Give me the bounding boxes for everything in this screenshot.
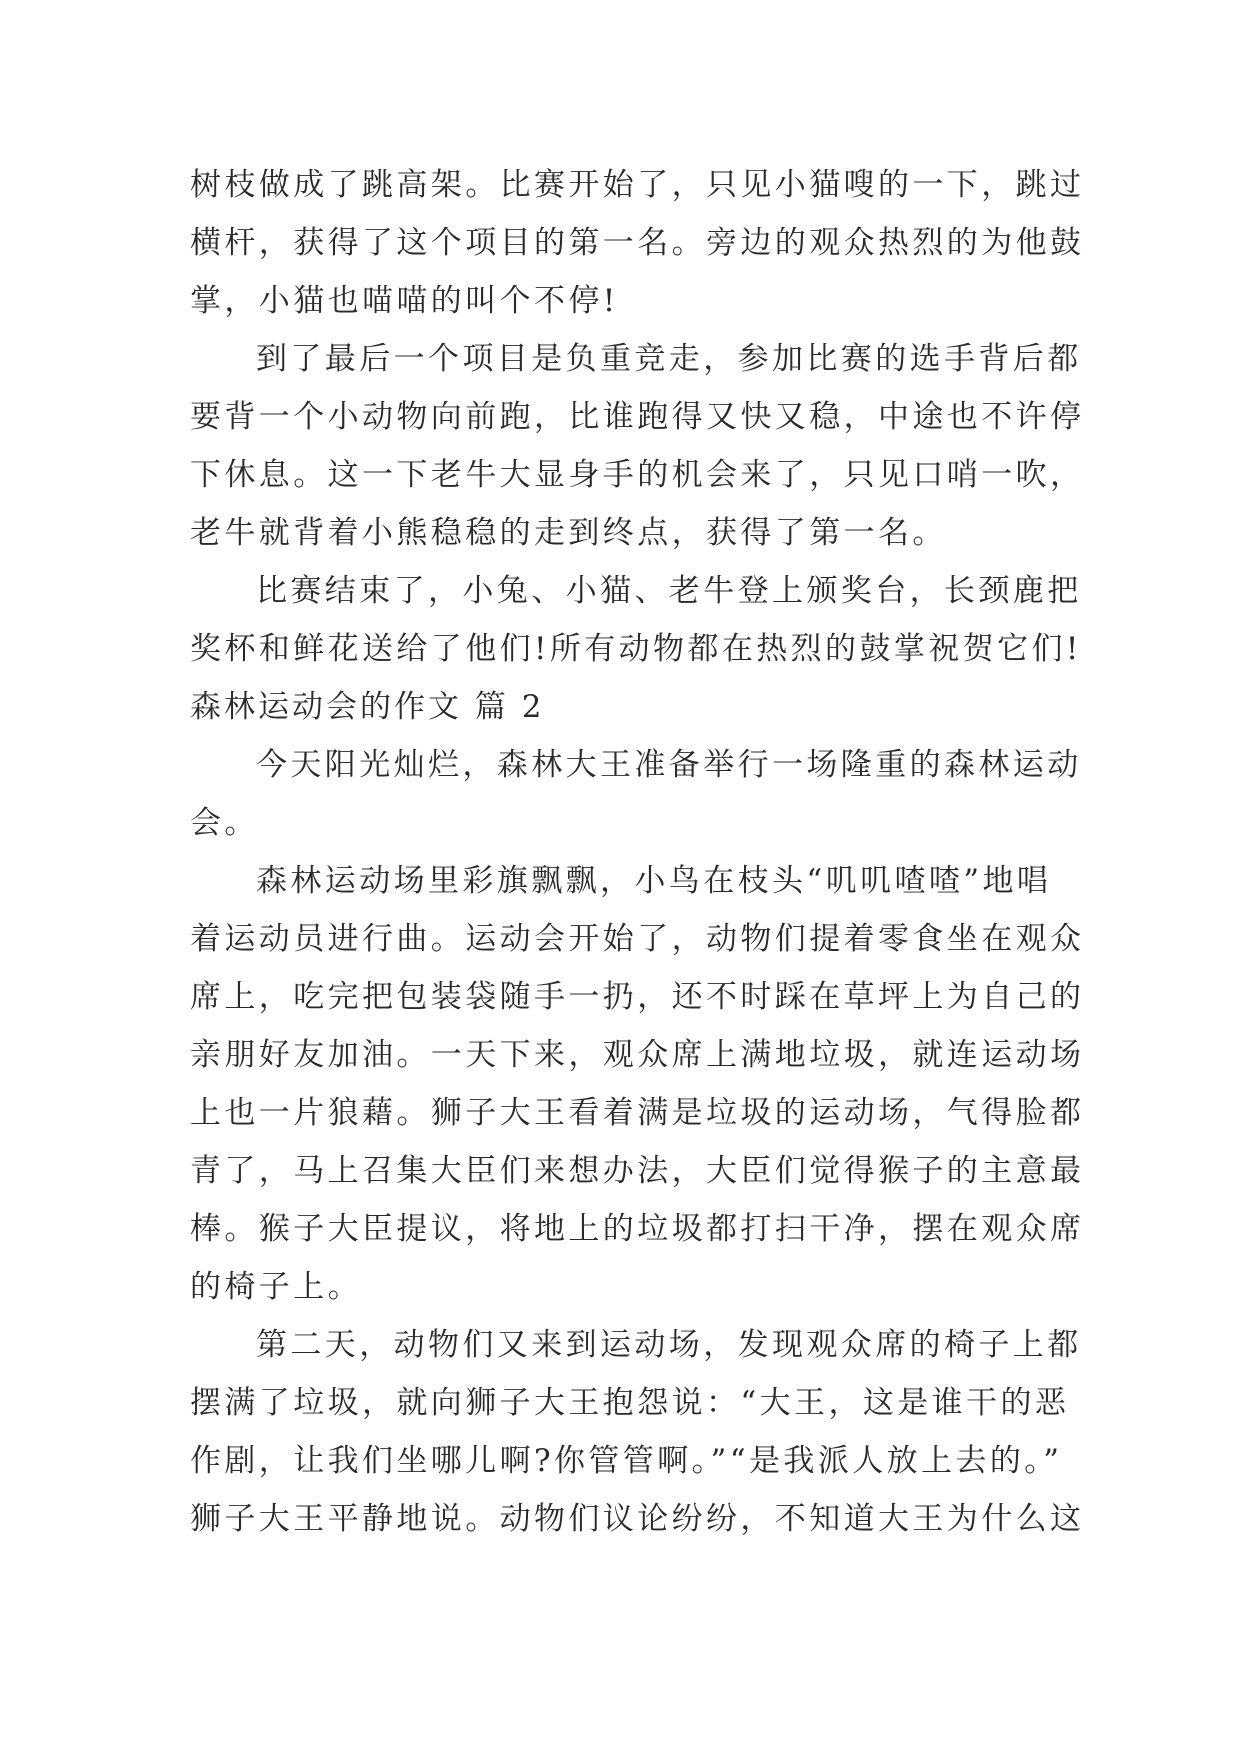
text-line: 会。	[190, 805, 259, 841]
text-line: 到了最后一个项目是负重竞走，参加比赛的选手背后都	[256, 341, 1082, 377]
text-line: 上也一片狼藉。狮子大王看着满是垃圾的运动场，气得脸都	[190, 1095, 1085, 1131]
text-line: 作剧，让我们坐哪儿啊?你管管啊。”“是我派人放上去的。”	[190, 1443, 1063, 1479]
text-line: 比赛结束了，小兔、小猫、老牛登上颁奖台，长颈鹿把	[256, 573, 1082, 609]
document-body	[190, 156, 1085, 1548]
text-line: 要背一个小动物向前跑，比谁跑得又快又稳，中途也不许停	[190, 399, 1085, 435]
text-line: 狮子大王平静地说。动物们议论纷纷，不知道大王为什么这	[190, 1501, 1085, 1537]
text-line: 森林运动场里彩旗飘飘，小鸟在枝头“叽叽喳喳”地唱	[256, 863, 1052, 899]
text-line: 下休息。这一下老牛大显身手的机会来了，只见口哨一吹，	[190, 457, 1085, 493]
section-heading: 森林运动会的作文 篇 2	[190, 689, 545, 725]
text-line: 青了，马上召集大臣们来想办法，大臣们觉得猴子的主意最	[190, 1153, 1085, 1189]
text-line: 的椅子上。	[190, 1269, 362, 1305]
text-line: 第二天，动物们又来到运动场，发现观众席的椅子上都	[256, 1327, 1082, 1363]
text-line: 席上，吃完把包装袋随手一扔，还不时踩在草坪上为自己的	[190, 979, 1085, 1015]
text-line: 树枝做成了跳高架。比赛开始了，只见小猫嗖的一下，跳过	[190, 167, 1085, 203]
text-line: 老牛就背着小熊稳稳的走到终点，获得了第一名。	[190, 515, 947, 551]
text-line: 横杆，获得了这个项目的第一名。旁边的观众热烈的为他鼓	[190, 225, 1085, 261]
text-line: 亲朋好友加油。一天下来，观众席上满地垃圾，就连运动场	[190, 1037, 1085, 1073]
text-line: 棒。猴子大臣提议，将地上的垃圾都打扫干净，摆在观众席	[190, 1211, 1085, 1247]
text-line: 着运动员进行曲。运动会开始了，动物们提着零食坐在观众	[190, 921, 1085, 957]
text-line: 奖杯和鲜花送给了他们!所有动物都在热烈的鼓掌祝贺它们!	[190, 631, 1082, 667]
text-line: 掌，小猫也喵喵的叫个不停!	[190, 283, 619, 319]
text-line: 今天阳光灿烂，森林大王准备举行一场隆重的森林运动	[256, 747, 1082, 783]
text-line: 摆满了垃圾，就向狮子大王抱怨说：“大王，这是谁干的恶	[190, 1385, 1070, 1421]
